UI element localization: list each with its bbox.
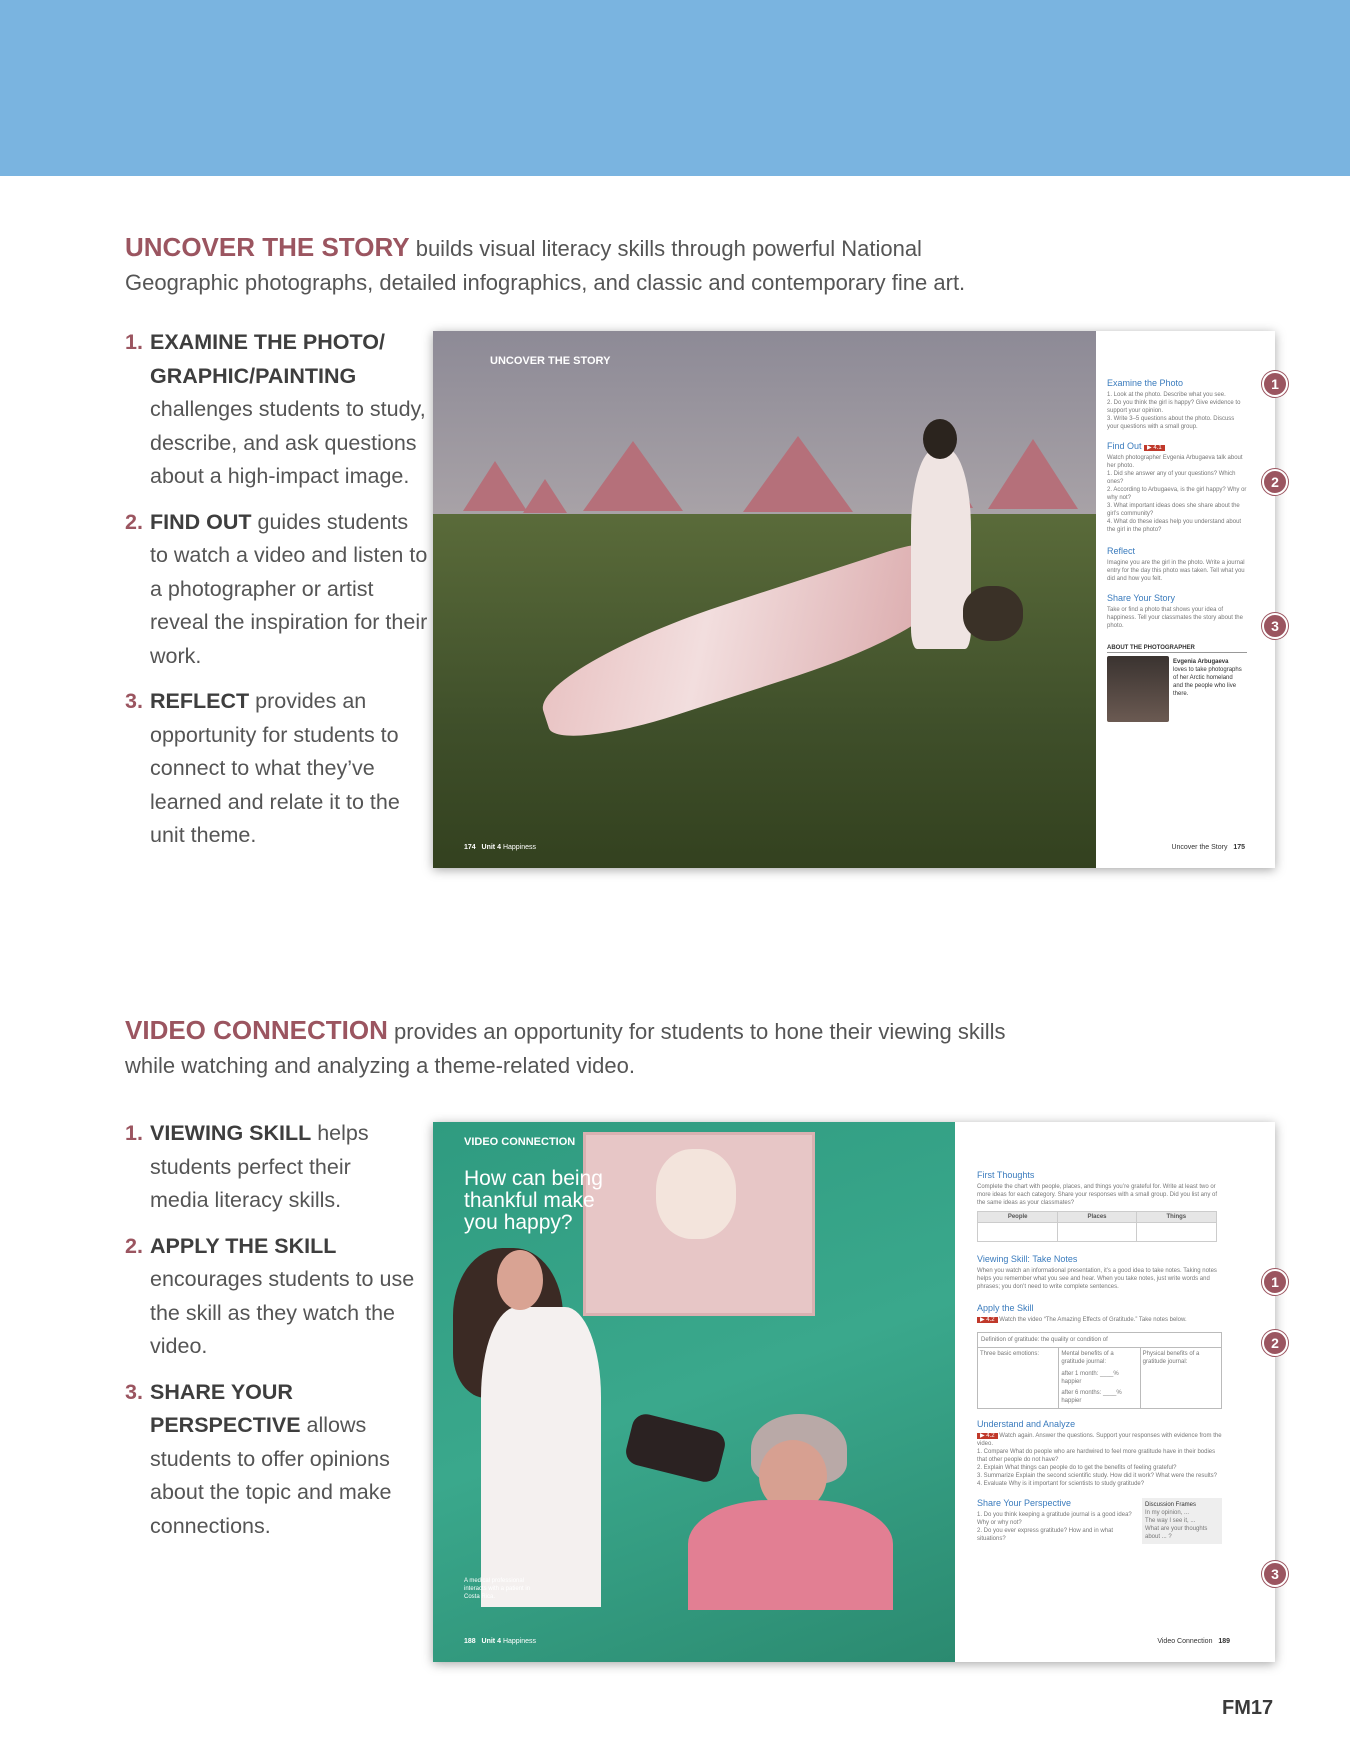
about-photographer-title: ABOUT THE PHOTOGRAPHER — [1107, 644, 1247, 653]
clinic-photo — [433, 1122, 955, 1662]
discussion-frames: Discussion Frames In my opinion, ... The way I see it, ... What are your thoughts about ... ? — [1142, 1498, 1222, 1544]
callout-badge-3: 3 — [1262, 613, 1288, 639]
photo-caption: A medical professional interacts with a patient in Costa Rica. — [464, 1578, 531, 1600]
section2-steps — [125, 1117, 415, 1555]
girl-figure — [911, 449, 971, 649]
uncover-story-spread — [433, 331, 1275, 868]
gratitude-chart: People Places Things — [977, 1211, 1217, 1242]
video-right-page: First Thoughts Complete the chart with people, places, and things you’re grateful for. Write at least two or more ideas for each category. Share your responses with a small group. Did you list any of the same ideas as your classmates? People Places Things Viewing Skill: Take Notes When you watch an informational presentation, it’s a good idea to take notes. Taking notes helps you remember what you see and hear. When you take notes, just write words and phrases; you don’t need to write complete sentences. Apply the Skill ▶ 4.2 Watch the video “The Amazing Effects of Gratitude.” Take notes below. Definition of gratitude: the quality or condition of Three basic emotions: Mental benefits of a gratitude journal: after 1 month: ____% happier after 6 months: ____% happier Physical benefits of a gratitude journal: Understand and Analyze ▶ 4.2 Watch again. Answer the questions. Support your responses with evidence from the video. 1. Compare What do people who are hardwired to feel more gratitude have in their bodies that other people do not have? 2. Explain What things can people do to get the benefits of feeling grateful? 3. Summarize Explain the second scientific study. How did it work? What were the results? 4. Evaluate Why is it important for scientists to study gratitude? Share Your Perspective 1. Do you think keeping a gratitude journal is a good idea? Why or why not? 2. Do you ever express gratitude? How and in what situations? Discussion Frames In my opinion, ... The way I see it, ... What are your thoughts about ... ? Video Connection 189 — [955, 1122, 1275, 1662]
right-folio: Uncover the Story 175 — [1171, 844, 1245, 851]
dog-shape — [963, 586, 1023, 641]
patient-shirt — [688, 1500, 893, 1610]
tent-shape — [463, 461, 527, 511]
poster-dog — [656, 1149, 736, 1239]
section2-heading: VIDEO CONNECTION — [125, 1015, 388, 1045]
section1-step-3: 3. REFLECT provides an opportunity for students to connect to what they’ve learned and relate it to the unit theme. — [125, 689, 400, 847]
section1-intro-text: builds visual literacy skills through powerful National Geographic photographs, detailed infographics, and classic and contemporary fine art. — [125, 236, 966, 295]
section2-step-2: 2. APPLY THE SKILL encourages students to use the skill as they watch the video. — [125, 1233, 415, 1358]
dog-poster — [583, 1132, 815, 1316]
understand-title: Understand and Analyze — [977, 1419, 1076, 1429]
first-thoughts-title: First Thoughts — [977, 1170, 1035, 1180]
doctor-face — [497, 1250, 543, 1310]
page-number: FM17 — [1222, 1697, 1274, 1719]
callout-badge-1: 1 — [1262, 371, 1288, 397]
uncover-right-page: Examine the Photo 1. Look at the photo. Describe what you see. 2. Do you think the girl is happy? Give evidence to support your opinion. 3. Write 3–5 questions about the photo. Discuss your questions with a small group. Find Out ▶ 4.1 Watch photographer Evgenia Arbugaeva talk about her photo. 1. Did she answer any of your questions? Which ones? 2. According to Arbugaeva, is the girl happy? Why or why not? 3. What important ideas does she share about the girl’s community? 4. What do these ideas help you understand about the girl in the photo? Reflect Imagine you are the girl in the photo. Write a journal entry for the day this photo was taken. Tell what you did and how you felt. Share Your Story Take or find a photo that shows your idea of happiness. Tell your classmates the story about the photo. ABOUT THE PHOTOGRAPHER Evgenia Arbugaeva loves to take photographs of her Arctic homeland and the people who live there. Uncover the Story 175 — [1096, 331, 1275, 868]
video-play-icon: ▶ 4.2 — [977, 1317, 998, 1323]
section1-steps — [125, 326, 430, 865]
reflect-title: Reflect — [1107, 546, 1136, 556]
tundra-girl-photo — [433, 331, 1096, 868]
video-connection-spread — [433, 1122, 1275, 1662]
spread-label: UNCOVER THE STORY — [490, 355, 611, 367]
video-play-icon: ▶ 4.1 — [1144, 445, 1165, 451]
section2-intro — [125, 1013, 1025, 1083]
spread-label: VIDEO CONNECTION — [464, 1136, 576, 1148]
top-color-band — [0, 0, 1350, 176]
share-perspective-title: Share Your Perspective — [977, 1498, 1072, 1508]
callout-badge-3: 3 — [1262, 1561, 1288, 1587]
findout-title: Find Out ▶ 4.1 — [1107, 441, 1247, 451]
section1-step-1: 1. EXAMINE THE PHOTO/ GRAPHIC/PAINTING challenges students to study, describe, and ask questions about a high-impact image. — [125, 330, 426, 488]
callout-badge-1: 1 — [1262, 1269, 1288, 1295]
photographer-portrait — [1107, 656, 1169, 722]
share-story-title: Share Your Story — [1107, 593, 1176, 603]
examine-title: Examine the Photo — [1107, 378, 1184, 388]
callout-badge-2: 2 — [1262, 469, 1288, 495]
section1-heading: UNCOVER THE STORY — [125, 232, 410, 262]
section2-step-1: 1. VIEWING SKILL helps students perfect their media literacy skills. — [125, 1121, 369, 1212]
viewing-skill-title: Viewing Skill: Take Notes — [977, 1254, 1078, 1264]
apply-skill-title: Apply the Skill — [977, 1303, 1034, 1313]
video-play-icon: ▶ 4.2 — [977, 1433, 998, 1439]
doctor-shirt — [481, 1307, 601, 1607]
left-folio: 174 Unit 4 Happiness — [464, 844, 537, 851]
section2-step-3: 3. SHARE YOUR PERSPECTIVE allows students to offer opinions about the topic and make connections. — [125, 1379, 392, 1538]
tent-shape — [743, 436, 853, 512]
section1-intro — [125, 230, 1025, 300]
left-folio: 188 Unit 4 Happiness — [464, 1638, 537, 1645]
section1-step-2: 2. FIND OUT guides students to watch a video and listen to a photographer or artist reveal the inspiration for their work. — [125, 509, 428, 668]
section2-intro-text: provides an opportunity for students to hone their viewing skills while watching and analyzing a theme-related video. — [125, 1019, 1006, 1078]
video-question: How can being thankful make you happy? — [464, 1167, 603, 1234]
right-folio: Video Connection 189 — [1157, 1638, 1230, 1645]
tent-shape — [583, 441, 683, 511]
notes-organizer: Definition of gratitude: the quality or condition of Three basic emotions: Mental benefits of a gratitude journal: after 1 month: ____% happier after 6 months: ____% happier Physical benefits of a gratitude journal: — [977, 1332, 1222, 1409]
girl-head — [923, 419, 957, 459]
tent-shape — [523, 479, 567, 513]
callout-badge-2: 2 — [1262, 1330, 1288, 1356]
tent-shape — [988, 439, 1078, 509]
